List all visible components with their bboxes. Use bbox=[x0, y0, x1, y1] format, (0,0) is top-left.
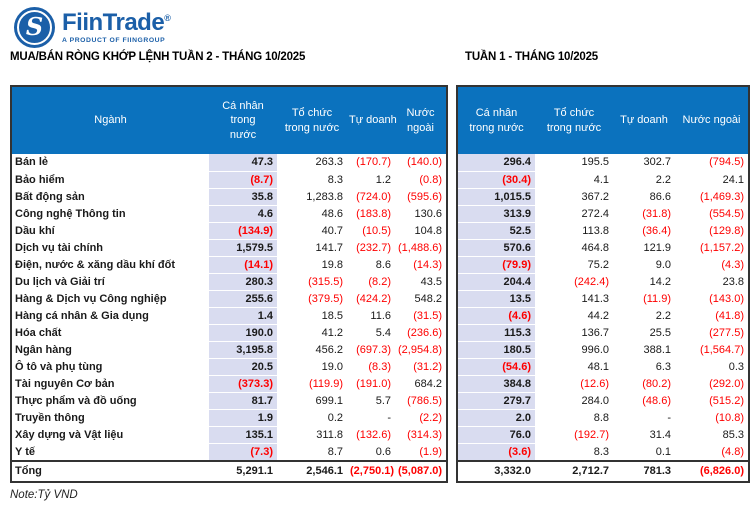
value-cell: 141.3 bbox=[535, 290, 613, 307]
value-cell: 8.8 bbox=[535, 409, 613, 426]
industry-name: Hàng & Dịch vụ Công nghiệp bbox=[11, 290, 209, 307]
value-cell: 14.2 bbox=[613, 273, 675, 290]
value-cell: (54.6) bbox=[457, 358, 535, 375]
total-value-cell: 2,712.7 bbox=[535, 461, 613, 482]
value-cell: 5.4 bbox=[347, 324, 395, 341]
value-cell: (1.9) bbox=[395, 443, 447, 461]
value-cell: 280.3 bbox=[209, 273, 277, 290]
value-cell: (1,488.6) bbox=[395, 239, 447, 256]
table-row bbox=[457, 239, 749, 256]
table-row bbox=[11, 426, 447, 443]
value-cell: (724.0) bbox=[347, 188, 395, 205]
value-cell: 2.0 bbox=[457, 409, 535, 426]
value-cell: 85.3 bbox=[675, 426, 749, 443]
value-cell: 43.5 bbox=[395, 273, 447, 290]
value-cell: 130.6 bbox=[395, 205, 447, 222]
value-cell: 255.6 bbox=[209, 290, 277, 307]
value-cell: 24.1 bbox=[675, 171, 749, 188]
table-row bbox=[11, 154, 447, 171]
value-cell: (8.3) bbox=[347, 358, 395, 375]
value-cell: 25.5 bbox=[613, 324, 675, 341]
value-cell: 35.8 bbox=[209, 188, 277, 205]
value-cell: 2.2 bbox=[613, 171, 675, 188]
value-cell: 0.1 bbox=[613, 443, 675, 461]
industry-name: Điện, nước & xăng dầu khí đốt bbox=[11, 256, 209, 273]
table-row bbox=[11, 256, 447, 273]
table-row bbox=[457, 341, 749, 358]
table-row bbox=[457, 392, 749, 409]
total-label: Tổng bbox=[11, 461, 209, 482]
industry-name: Dịch vụ tài chính bbox=[11, 239, 209, 256]
value-cell: 8.6 bbox=[347, 256, 395, 273]
fiintrade-logo-icon bbox=[14, 7, 55, 48]
value-cell: 180.5 bbox=[457, 341, 535, 358]
value-cell: 18.5 bbox=[277, 307, 347, 324]
value-cell: (132.6) bbox=[347, 426, 395, 443]
value-cell: 279.7 bbox=[457, 392, 535, 409]
value-cell: 4.1 bbox=[535, 171, 613, 188]
industry-name: Công nghệ Thông tin bbox=[11, 205, 209, 222]
table-row bbox=[457, 273, 749, 290]
value-cell: 684.2 bbox=[395, 375, 447, 392]
table-row bbox=[11, 239, 447, 256]
total-row bbox=[457, 461, 749, 482]
value-cell: (236.6) bbox=[395, 324, 447, 341]
table-row bbox=[457, 375, 749, 392]
value-cell: (4.6) bbox=[457, 307, 535, 324]
value-cell: 86.6 bbox=[613, 188, 675, 205]
industry-name: Hàng cá nhân & Gia dụng bbox=[11, 307, 209, 324]
value-cell: 41.2 bbox=[277, 324, 347, 341]
brand-name bbox=[62, 11, 170, 35]
value-cell: 8.7 bbox=[277, 443, 347, 461]
value-cell: 1.9 bbox=[209, 409, 277, 426]
value-cell: (554.5) bbox=[675, 205, 749, 222]
value-cell: 31.4 bbox=[613, 426, 675, 443]
value-cell: - bbox=[347, 409, 395, 426]
week2-table-body bbox=[11, 154, 447, 461]
value-cell: (10.8) bbox=[675, 409, 749, 426]
value-cell: 311.8 bbox=[277, 426, 347, 443]
value-cell: 367.2 bbox=[535, 188, 613, 205]
value-cell: 263.3 bbox=[277, 154, 347, 171]
value-cell: (2.2) bbox=[395, 409, 447, 426]
value-cell: (379.5) bbox=[277, 290, 347, 307]
fiintrade-logo bbox=[14, 7, 170, 48]
industry-name: Bán lẻ bbox=[11, 154, 209, 171]
value-cell: (31.8) bbox=[613, 205, 675, 222]
value-cell: (36.4) bbox=[613, 222, 675, 239]
value-cell: (79.9) bbox=[457, 256, 535, 273]
week1-table-total bbox=[457, 461, 749, 482]
industry-name: Thực phẩm và đồ uống bbox=[11, 392, 209, 409]
week2-table-header bbox=[11, 86, 447, 154]
value-cell: (48.6) bbox=[613, 392, 675, 409]
value-cell: 121.9 bbox=[613, 239, 675, 256]
value-cell: (192.7) bbox=[535, 426, 613, 443]
table-row bbox=[11, 307, 447, 324]
header-row bbox=[11, 86, 447, 154]
column-header-proprietary: Tự doanh bbox=[347, 86, 395, 154]
value-cell: 1,015.5 bbox=[457, 188, 535, 205]
value-cell: 2.2 bbox=[613, 307, 675, 324]
value-cell: 996.0 bbox=[535, 341, 613, 358]
value-cell: (170.7) bbox=[347, 154, 395, 171]
value-cell: 75.2 bbox=[535, 256, 613, 273]
table-row bbox=[11, 188, 447, 205]
value-cell: 40.7 bbox=[277, 222, 347, 239]
value-cell: (4.3) bbox=[675, 256, 749, 273]
total-value-cell: (2,750.1) bbox=[347, 461, 395, 482]
total-value-cell: (6,826.0) bbox=[675, 461, 749, 482]
value-cell: 9.0 bbox=[613, 256, 675, 273]
logo-text bbox=[62, 11, 170, 44]
table-row bbox=[457, 188, 749, 205]
value-cell: (11.9) bbox=[613, 290, 675, 307]
total-value-cell: 781.3 bbox=[613, 461, 675, 482]
table-row bbox=[457, 256, 749, 273]
value-cell: (31.2) bbox=[395, 358, 447, 375]
table-row bbox=[457, 426, 749, 443]
value-cell: 0.3 bbox=[675, 358, 749, 375]
value-cell: (143.0) bbox=[675, 290, 749, 307]
value-cell: (41.8) bbox=[675, 307, 749, 324]
value-cell: (119.9) bbox=[277, 375, 347, 392]
value-cell: 3,195.8 bbox=[209, 341, 277, 358]
table-row bbox=[457, 409, 749, 426]
value-cell: 20.5 bbox=[209, 358, 277, 375]
value-cell: 76.0 bbox=[457, 426, 535, 443]
industry-name: Ngân hàng bbox=[11, 341, 209, 358]
industry-name: Xây dựng và Vật liệu bbox=[11, 426, 209, 443]
value-cell: 313.9 bbox=[457, 205, 535, 222]
column-header-individual: Cá nhân trong nước bbox=[457, 86, 535, 154]
value-cell: (1,157.2) bbox=[675, 239, 749, 256]
value-cell: (424.2) bbox=[347, 290, 395, 307]
table-row bbox=[457, 171, 749, 188]
value-cell: 284.0 bbox=[535, 392, 613, 409]
value-cell: (242.4) bbox=[535, 273, 613, 290]
column-header-institution: Tổ chức trong nước bbox=[277, 86, 347, 154]
value-cell: 23.8 bbox=[675, 273, 749, 290]
value-cell: (191.0) bbox=[347, 375, 395, 392]
value-cell: 47.3 bbox=[209, 154, 277, 171]
value-cell: 1,283.8 bbox=[277, 188, 347, 205]
value-cell: (31.5) bbox=[395, 307, 447, 324]
column-header-individual: Cá nhân trong nước bbox=[209, 86, 277, 154]
value-cell: 136.7 bbox=[535, 324, 613, 341]
industry-name: Bất động sản bbox=[11, 188, 209, 205]
industry-name: Truyền thông bbox=[11, 409, 209, 426]
value-cell: (697.3) bbox=[347, 341, 395, 358]
week2-table bbox=[10, 85, 448, 483]
table-row bbox=[11, 222, 447, 239]
industry-name: Bảo hiểm bbox=[11, 171, 209, 188]
table-row bbox=[457, 443, 749, 461]
value-cell: - bbox=[613, 409, 675, 426]
value-cell: 4.6 bbox=[209, 205, 277, 222]
industry-name: Tài nguyên Cơ bản bbox=[11, 375, 209, 392]
value-cell: (183.8) bbox=[347, 205, 395, 222]
value-cell: (292.0) bbox=[675, 375, 749, 392]
value-cell: (2,954.8) bbox=[395, 341, 447, 358]
value-cell: (14.3) bbox=[395, 256, 447, 273]
value-cell: (0.8) bbox=[395, 171, 447, 188]
value-cell: 204.4 bbox=[457, 273, 535, 290]
week1-table-body bbox=[457, 154, 749, 461]
value-cell: 699.1 bbox=[277, 392, 347, 409]
value-cell: 11.6 bbox=[347, 307, 395, 324]
table-row bbox=[11, 273, 447, 290]
value-cell: (314.3) bbox=[395, 426, 447, 443]
value-cell: 48.1 bbox=[535, 358, 613, 375]
value-cell: 0.2 bbox=[277, 409, 347, 426]
value-cell: 190.0 bbox=[209, 324, 277, 341]
value-cell: 19.0 bbox=[277, 358, 347, 375]
value-cell: 141.7 bbox=[277, 239, 347, 256]
value-cell: (4.8) bbox=[675, 443, 749, 461]
value-cell: 548.2 bbox=[395, 290, 447, 307]
logo-s-glyph: S bbox=[25, 11, 44, 41]
unit-note: Note:Tỷ VND bbox=[10, 489, 78, 501]
value-cell: 388.1 bbox=[613, 341, 675, 358]
logo-ring bbox=[17, 10, 52, 45]
value-cell: 135.1 bbox=[209, 426, 277, 443]
column-header-proprietary: Tự doanh bbox=[613, 86, 675, 154]
value-cell: 272.4 bbox=[535, 205, 613, 222]
value-cell: (8.2) bbox=[347, 273, 395, 290]
value-cell: (794.5) bbox=[675, 154, 749, 171]
column-header-industry: Ngành bbox=[11, 86, 209, 154]
table-row bbox=[11, 409, 447, 426]
value-cell: 296.4 bbox=[457, 154, 535, 171]
value-cell: 456.2 bbox=[277, 341, 347, 358]
value-cell: 19.8 bbox=[277, 256, 347, 273]
table-row bbox=[11, 171, 447, 188]
value-cell: 48.6 bbox=[277, 205, 347, 222]
value-cell: 44.2 bbox=[535, 307, 613, 324]
table-row bbox=[457, 154, 749, 171]
value-cell: 195.5 bbox=[535, 154, 613, 171]
week1-table-header bbox=[457, 86, 749, 154]
total-row bbox=[11, 461, 447, 482]
value-cell: 302.7 bbox=[613, 154, 675, 171]
table-row bbox=[457, 324, 749, 341]
industry-name: Dầu khí bbox=[11, 222, 209, 239]
week2-table-title: MUA/BÁN RÒNG KHỚP LỆNH TUẦN 2 - THÁNG 10/2025 bbox=[10, 51, 306, 63]
table-row bbox=[11, 358, 447, 375]
value-cell: 5.7 bbox=[347, 392, 395, 409]
value-cell: (7.3) bbox=[209, 443, 277, 461]
week1-table bbox=[456, 85, 750, 483]
value-cell: (786.5) bbox=[395, 392, 447, 409]
value-cell: 0.6 bbox=[347, 443, 395, 461]
value-cell: (80.2) bbox=[613, 375, 675, 392]
value-cell: 464.8 bbox=[535, 239, 613, 256]
value-cell: (373.3) bbox=[209, 375, 277, 392]
industry-name: Hóa chất bbox=[11, 324, 209, 341]
value-cell: (3.6) bbox=[457, 443, 535, 461]
value-cell: 6.3 bbox=[613, 358, 675, 375]
table-row bbox=[11, 375, 447, 392]
value-cell: (12.6) bbox=[535, 375, 613, 392]
total-value-cell: 3,332.0 bbox=[457, 461, 535, 482]
value-cell: 1.4 bbox=[209, 307, 277, 324]
brand-tagline: A PRODUCT OF FIINGROUP bbox=[62, 37, 166, 44]
week1-table-title: TUẦN 1 - THÁNG 10/2025 bbox=[465, 51, 598, 63]
value-cell: (134.9) bbox=[209, 222, 277, 239]
total-value-cell: 2,546.1 bbox=[277, 461, 347, 482]
industry-name: Du lịch và Giải trí bbox=[11, 273, 209, 290]
registered-mark: ® bbox=[164, 13, 171, 23]
value-cell: (140.0) bbox=[395, 154, 447, 171]
week2-table-total bbox=[11, 461, 447, 482]
industry-name: Ô tô và phụ tùng bbox=[11, 358, 209, 375]
value-cell: (595.6) bbox=[395, 188, 447, 205]
value-cell: 384.8 bbox=[457, 375, 535, 392]
table-row bbox=[457, 205, 749, 222]
value-cell: 8.3 bbox=[535, 443, 613, 461]
table-row bbox=[11, 392, 447, 409]
value-cell: (10.5) bbox=[347, 222, 395, 239]
header-row bbox=[457, 86, 749, 154]
value-cell: (1,469.3) bbox=[675, 188, 749, 205]
column-header-foreign: Nước ngoài bbox=[395, 86, 447, 154]
value-cell: 1.2 bbox=[347, 171, 395, 188]
value-cell: 81.7 bbox=[209, 392, 277, 409]
table-row bbox=[457, 307, 749, 324]
table-row bbox=[457, 358, 749, 375]
total-value-cell: 5,291.1 bbox=[209, 461, 277, 482]
value-cell: (1,564.7) bbox=[675, 341, 749, 358]
table-row bbox=[11, 324, 447, 341]
table-row bbox=[457, 290, 749, 307]
value-cell: 1,579.5 bbox=[209, 239, 277, 256]
total-value-cell: (5,087.0) bbox=[395, 461, 447, 482]
value-cell: 570.6 bbox=[457, 239, 535, 256]
value-cell: 13.5 bbox=[457, 290, 535, 307]
industry-name: Y tế bbox=[11, 443, 209, 461]
value-cell: (277.5) bbox=[675, 324, 749, 341]
table-row bbox=[11, 341, 447, 358]
value-cell: (30.4) bbox=[457, 171, 535, 188]
value-cell: 8.3 bbox=[277, 171, 347, 188]
brand-word: FiinTrade bbox=[62, 9, 165, 36]
table-row bbox=[457, 222, 749, 239]
value-cell: 104.8 bbox=[395, 222, 447, 239]
column-header-institution: Tổ chức trong nước bbox=[535, 86, 613, 154]
table-row bbox=[11, 205, 447, 222]
value-cell: (515.2) bbox=[675, 392, 749, 409]
value-cell: 52.5 bbox=[457, 222, 535, 239]
value-cell: (14.1) bbox=[209, 256, 277, 273]
value-cell: 115.3 bbox=[457, 324, 535, 341]
value-cell: (129.8) bbox=[675, 222, 749, 239]
table-row bbox=[11, 443, 447, 461]
value-cell: (8.7) bbox=[209, 171, 277, 188]
value-cell: (315.5) bbox=[277, 273, 347, 290]
value-cell: (232.7) bbox=[347, 239, 395, 256]
column-header-foreign: Nước ngoài bbox=[675, 86, 749, 154]
table-row bbox=[11, 290, 447, 307]
value-cell: 113.8 bbox=[535, 222, 613, 239]
